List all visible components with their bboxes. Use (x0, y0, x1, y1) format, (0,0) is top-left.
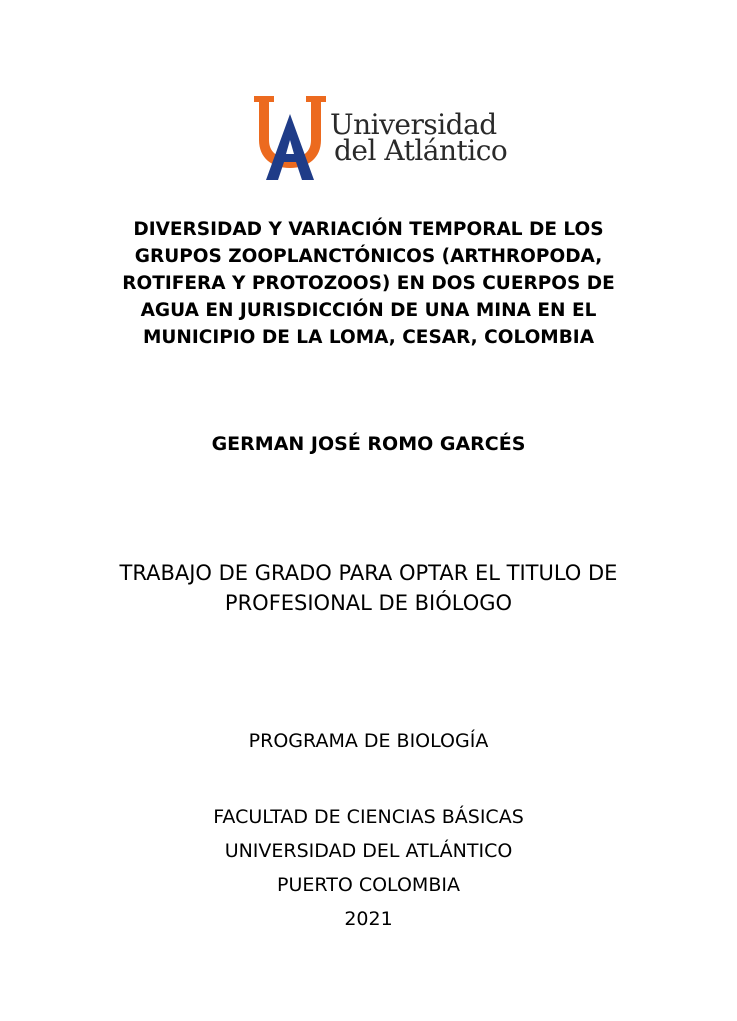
degree-statement-line: PROFESIONAL DE BIÓLOGO (224, 591, 513, 615)
thesis-title-line: MUNICIPIO DE LA LOMA, CESAR, COLOMBIA (142, 327, 595, 348)
year: 2021 (344, 908, 393, 930)
institution-block (0, 800, 737, 936)
thesis-title (100, 216, 637, 351)
logo-text-del-atlantico: del Atlántico (334, 134, 508, 167)
university-name: UNIVERSIDAD DEL ATLÁNTICO (224, 840, 513, 862)
logo-text-universidad: Universidad (330, 108, 497, 141)
thesis-title-line: GRUPOS ZOOPLANCTÓNICOS (ARTHROPODA, (134, 246, 603, 267)
thesis-title-line: ROTIFERA Y PROTOZOOS) EN DOS CUERPOS DE (122, 273, 615, 294)
degree-statement (60, 558, 677, 618)
degree-statement-line: TRABAJO DE GRADO PARA OPTAR EL TITULO DE (119, 561, 618, 585)
program-name: PROGRAMA DE BIOLOGÍA (248, 730, 489, 752)
university-logo-mark (252, 94, 328, 182)
faculty-name: FACULTAD DE CIENCIAS BÁSICAS (213, 806, 524, 828)
thesis-title-line: DIVERSIDAD Y VARIACIÓN TEMPORAL DE LOS (133, 219, 604, 240)
city-name: PUERTO COLOMBIA (277, 874, 460, 896)
university-logo (252, 94, 508, 184)
author-name: GERMAN JOSÉ ROMO GARCÉS (211, 433, 526, 455)
thesis-title-line: AGUA EN JURISDICCIÓN DE UNA MINA EN EL (140, 300, 597, 321)
